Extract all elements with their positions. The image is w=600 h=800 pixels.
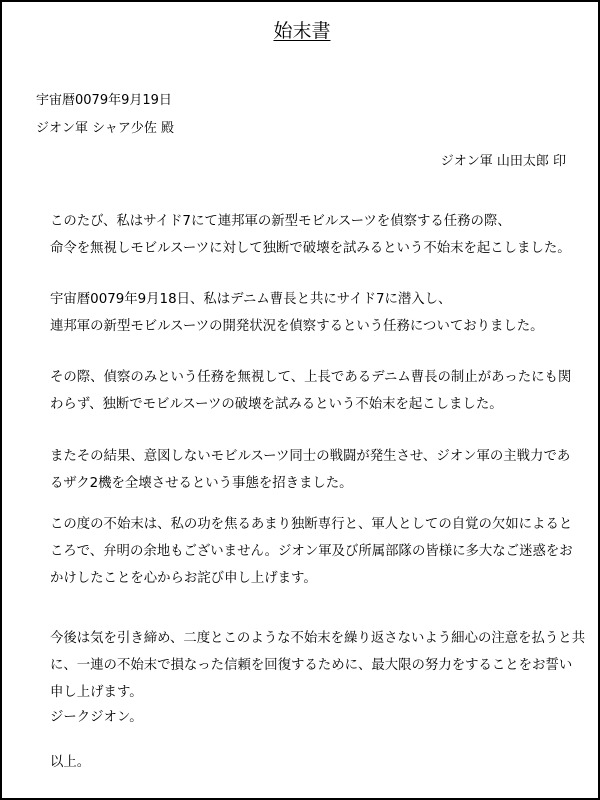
text-line: ころで、弁明の余地もございません。ジオン軍及び所属部隊の皆様に多大なご迷惑をお xyxy=(50,544,573,559)
text-line: 今後は気を引き締め、二度とこのような不始末を繰り返さないよう細心の注意を払うと共 xyxy=(50,631,586,646)
text-line: 以上。 xyxy=(50,755,91,770)
paragraph-4 xyxy=(50,443,570,497)
text-line: その際、偵察のみという任務を無視して、上長であるデニム曹長の制止があったにも関 xyxy=(50,370,572,385)
sender-signature: ジオン軍 山田太郎 印 xyxy=(440,154,566,169)
text-line: 宇宙暦0079年9月18日、私はデニム曹長と共にサイド7に潜入し、 xyxy=(50,292,452,307)
paragraph-1 xyxy=(50,208,571,262)
recipient: ジオン軍 シャア少佐 殿 xyxy=(36,121,175,136)
title-text: 始末書 xyxy=(273,20,331,42)
paragraph-6 xyxy=(50,625,585,706)
text-line: 申し上げます。 xyxy=(50,685,143,700)
text-line: またその結果、意図しないモビルスーツ同士の戦闘が発生させ、ジオン軍の主戦力であ xyxy=(50,449,571,464)
paragraph-2 xyxy=(50,286,544,340)
text-line: 連邦軍の新型モビルスーツの開発状況を偵察するという任務についておりました。 xyxy=(50,319,544,334)
paragraph-5 xyxy=(50,511,573,592)
text-line: かけしたことを心からお詫び申し上げます。 xyxy=(50,571,317,586)
text-line: この度の不始末は、私の功を焦るあまり独断専行と、軍人としての自覚の欠如によると xyxy=(50,517,573,532)
text-line: わらず、独断でモビルスーツの破壊を試みるという不始末を起こしました。 xyxy=(50,397,503,412)
text-line: るザク2機を全壊させるという事態を招きました。 xyxy=(50,476,353,491)
paragraph-3 xyxy=(50,364,571,418)
document-title xyxy=(2,16,600,43)
text-line: 命令を無視しモビルスーツに対して独断で破壊を試みるという不始末を起こしました。 xyxy=(50,241,571,256)
text-line: に、一連の不始末で損なった信頼を回復するために、最大限の努力をすることをお誓い xyxy=(50,658,573,673)
closing-end xyxy=(50,749,90,776)
closing-salute xyxy=(50,704,143,731)
text-line: このたび、私はサイド7にて連邦軍の新型モビルスーツを偵察する任務の際、 xyxy=(50,214,511,229)
document-date: 宇宙暦0079年9月19日 xyxy=(36,93,172,108)
text-line: ジークジオン。 xyxy=(50,710,143,725)
